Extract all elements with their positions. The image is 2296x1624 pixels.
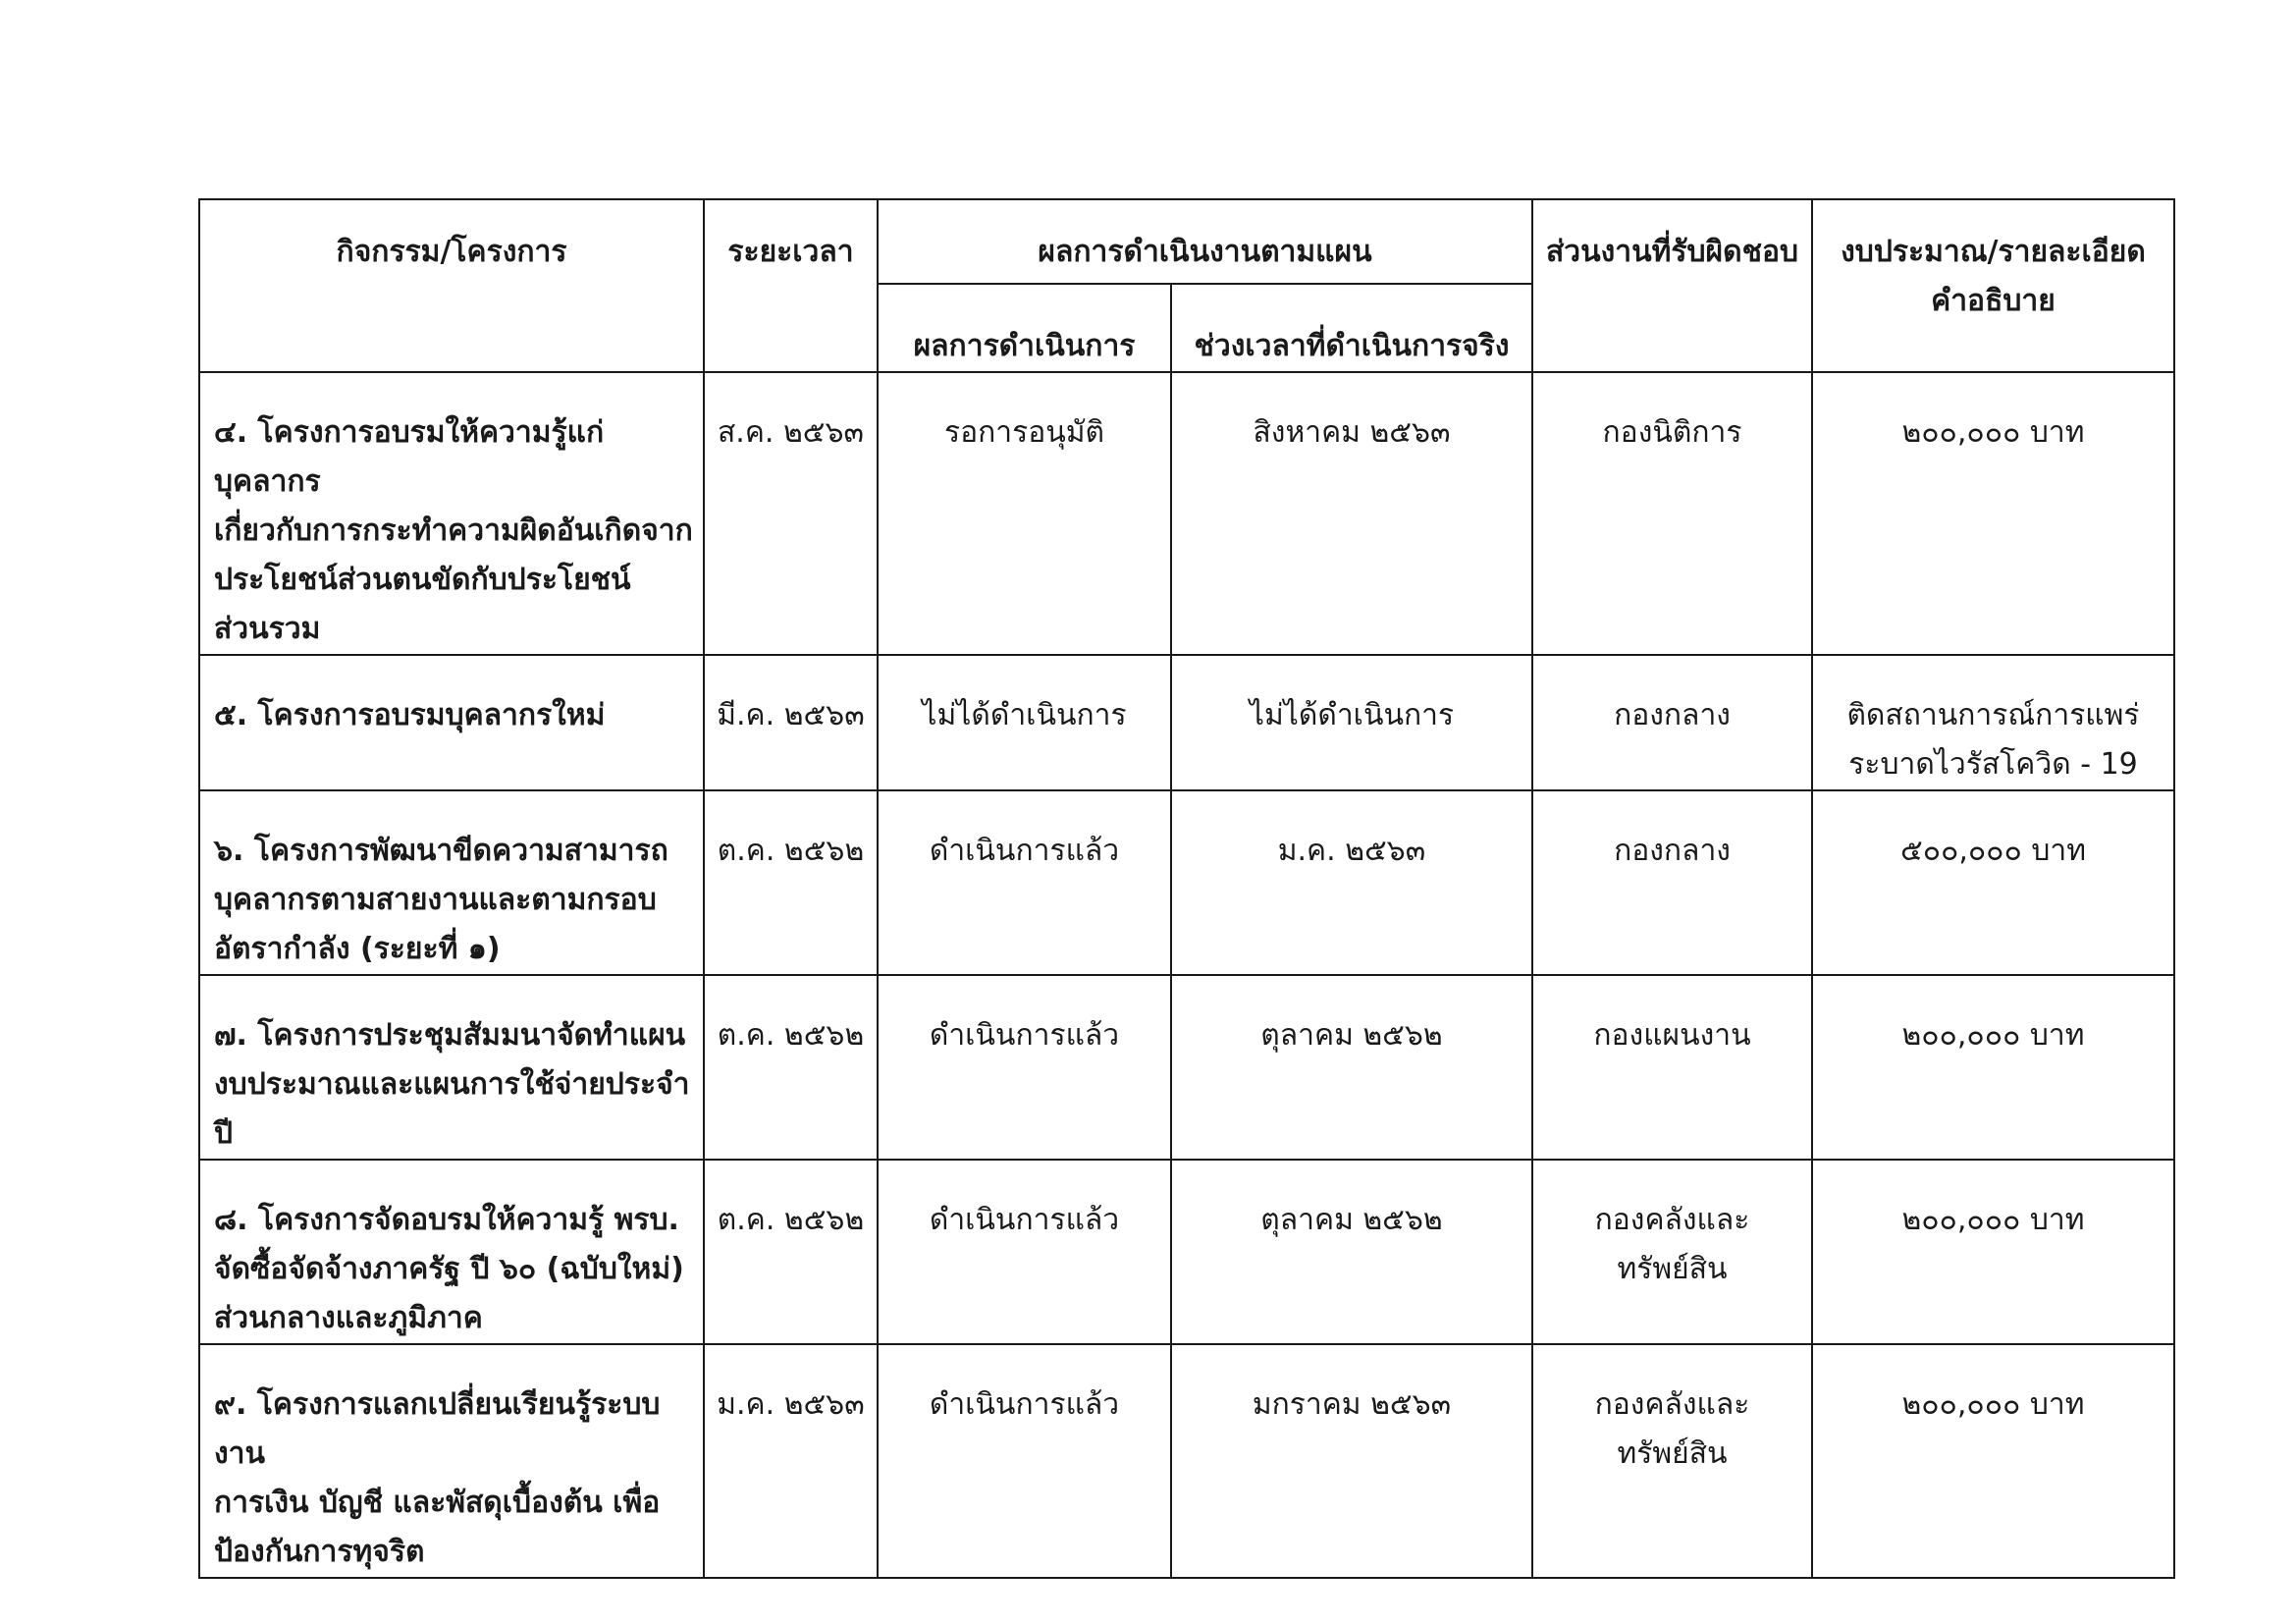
result-cell: ดำเนินการแล้ว [878,1344,1171,1578]
budget-cell [1812,372,2174,655]
budget-line: ๒๐๐,๐๐๐ บาท [1901,1203,2085,1237]
budget-cell [1812,1344,2174,1578]
result-cell: ดำเนินการแล้ว [878,1160,1171,1344]
activity-line: ส่วนกลางและภูมิภาค [214,1301,483,1335]
activity-line: ป้องกันการทุจริต [214,1535,425,1569]
activity-cell [199,1160,704,1344]
table-row [199,790,2174,975]
budget-cell [1812,1160,2174,1344]
header-period: ระยะเวลา [704,199,878,372]
activity-line: ๘. โครงการจัดอบรมให้ความรู้ พรบ. [214,1203,679,1237]
responsible-unit-cell: กองกลาง [1532,790,1812,975]
actual-period-cell: ตุลาคม ๒๕๖๒ [1171,975,1532,1160]
header-budget-line: งบประมาณ/รายละเอียด [1841,235,2146,269]
activity-line: ๗. โครงการประชุมสัมมนาจัดทำแผน [214,1018,686,1053]
budget-line: ๒๐๐,๐๐๐ บาท [1901,1018,2085,1053]
actual-period-cell: ม.ค. ๒๕๖๓ [1171,790,1532,975]
budget-line: ระบาดไวรัสโควิด - 19 [1848,747,2138,782]
project-plan-table [198,198,2175,1579]
budget-line: ๒๐๐,๐๐๐ บาท [1901,1387,2085,1422]
period-cell: มี.ค. ๒๕๖๓ [704,655,878,790]
actual-period-cell: ไม่ได้ดำเนินการ [1171,655,1532,790]
activity-line: ส่วนรวม [214,612,321,646]
header-result: ผลการดำเนินการ [878,284,1171,372]
table-row [199,1160,2174,1344]
activity-cell [199,975,704,1160]
header-budget [1812,199,2174,372]
result-cell: รอการอนุมัติ [878,372,1171,655]
result-cell: ดำเนินการแล้ว [878,975,1171,1160]
activity-cell [199,1344,704,1578]
table-row [199,975,2174,1160]
activity-cell [199,372,704,655]
actual-period-cell: ตุลาคม ๒๕๖๒ [1171,1160,1532,1344]
responsible-unit-cell: กองแผนงาน [1532,975,1812,1160]
activity-line: งบประมาณและแผนการใช้จ่ายประจำปี [214,1067,690,1151]
period-cell: ม.ค. ๒๕๖๓ [704,1344,878,1578]
activity-line: ประโยชน์ส่วนตนขัดกับประโยชน์ [214,563,631,597]
responsible-unit-cell: กองคลังและทรัพย์สิน [1532,1160,1812,1344]
table-row [199,372,2174,655]
actual-period-cell: มกราคม ๒๕๖๓ [1171,1344,1532,1578]
budget-line: ๕๐๐,๐๐๐ บาท [1900,834,2086,868]
period-cell: ต.ค. ๒๕๖๒ [704,790,878,975]
table-row [199,655,2174,790]
actual-period-cell: สิงหาคม ๒๕๖๓ [1171,372,1532,655]
budget-cell [1812,655,2174,790]
period-cell: ส.ค. ๒๕๖๓ [704,372,878,655]
header-actual-period: ช่วงเวลาที่ดำเนินการจริง [1171,284,1532,372]
activity-cell [199,655,704,790]
activity-line: อัตรากำลัง (ระยะที่ ๑) [214,932,501,966]
activity-cell [199,790,704,975]
activity-line: ๔. โครงการอบรมให้ความรู้แก่บุคลากร [214,415,605,499]
header-responsible-unit: ส่วนงานที่รับผิดชอบ [1532,199,1812,372]
period-cell: ต.ค. ๒๕๖๒ [704,975,878,1160]
budget-cell [1812,790,2174,975]
table-row [199,1344,2174,1578]
budget-line: ติดสถานการณ์การแพร่ [1846,698,2140,732]
result-cell: ดำเนินการแล้ว [878,790,1171,975]
header-row [199,199,2174,284]
budget-cell [1812,975,2174,1160]
header-activity: กิจกรรม/โครงการ [199,199,704,372]
header-performance-group: ผลการดำเนินงานตามแผน [878,199,1532,284]
activity-line: ๖. โครงการพัฒนาขีดความสามารถ [214,834,668,868]
responsible-unit-cell: กองคลังและทรัพย์สิน [1532,1344,1812,1578]
responsible-unit-cell: กองกลาง [1532,655,1812,790]
activity-line: การเงิน บัญชี และพัสดุเบื้องต้น เพื่อ [214,1486,661,1520]
header-budget-line: คำอธิบาย [1931,284,2056,318]
result-cell: ไม่ได้ดำเนินการ [878,655,1171,790]
budget-line: ๒๐๐,๐๐๐ บาท [1901,415,2085,450]
activity-line: ๕. โครงการอบรมบุคลากรใหม่ [214,698,606,732]
responsible-unit-cell: กองนิติการ [1532,372,1812,655]
activity-line: เกี่ยวกับการกระทำความผิดอันเกิดจาก [214,514,693,548]
activity-line: บุคลากรตามสายงานและตามกรอบ [214,883,657,917]
activity-line: ๙. โครงการแลกเปลี่ยนเรียนรู้ระบบงาน [214,1387,661,1471]
period-cell: ต.ค. ๒๕๖๒ [704,1160,878,1344]
activity-line: จัดซื้อจัดจ้างภาครัฐ ปี ๖๐ (ฉบับใหม่) [214,1252,684,1286]
